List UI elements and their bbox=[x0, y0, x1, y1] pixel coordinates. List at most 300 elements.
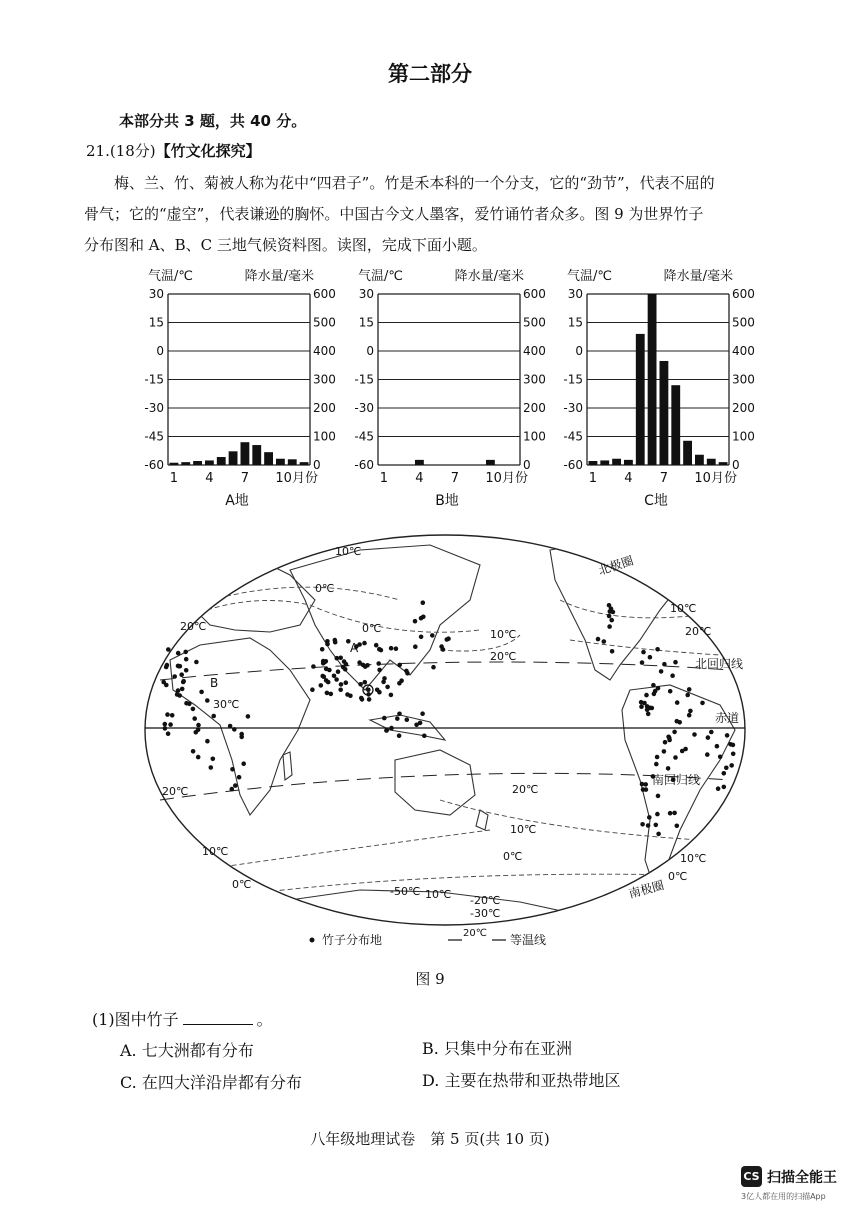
left-axis-title: 气温/℃ bbox=[358, 269, 403, 284]
bamboo-dot bbox=[184, 668, 189, 673]
temp-tick-label: -60 bbox=[563, 458, 583, 472]
bamboo-dot bbox=[237, 775, 242, 780]
bamboo-dot bbox=[394, 646, 399, 651]
bamboo-dot bbox=[358, 682, 363, 687]
bamboo-dot bbox=[205, 698, 210, 703]
option-letter: D. bbox=[422, 1071, 440, 1090]
bamboo-dot bbox=[246, 714, 251, 719]
temp-tick-label: -15 bbox=[563, 372, 583, 387]
bamboo-dot bbox=[687, 713, 692, 718]
bamboo-dot bbox=[211, 714, 216, 719]
bamboo-dot bbox=[344, 662, 349, 667]
bamboo-dot bbox=[725, 733, 730, 738]
precip-bar bbox=[181, 462, 190, 465]
bamboo-dots bbox=[161, 600, 735, 836]
arctic-circle-label: 北极圈 bbox=[596, 553, 636, 578]
tropic-of-cancer-line bbox=[160, 662, 730, 680]
bamboo-dot bbox=[647, 706, 652, 711]
isotherm-label: 10℃ bbox=[490, 628, 517, 641]
antarctic-circle-label: 南极圈 bbox=[627, 878, 666, 901]
figure-caption: 图 9 bbox=[415, 970, 445, 988]
bamboo-dot bbox=[404, 669, 409, 674]
bamboo-dot bbox=[332, 674, 337, 679]
bamboo-dot bbox=[639, 704, 644, 709]
bamboo-dot bbox=[663, 740, 668, 745]
bamboo-dot bbox=[656, 794, 661, 799]
bamboo-dot bbox=[168, 722, 173, 727]
bamboo-dot bbox=[191, 707, 196, 712]
subquestion-stem bbox=[92, 1007, 273, 1030]
bamboo-dot bbox=[648, 655, 653, 660]
precip-bar bbox=[671, 385, 680, 465]
precip-tick-label: 200 bbox=[523, 401, 546, 415]
bamboo-dot bbox=[175, 692, 180, 697]
question-score: (18分) bbox=[109, 142, 156, 160]
bamboo-dot bbox=[384, 728, 389, 733]
bamboo-dot bbox=[641, 787, 646, 792]
isotherm-label: 10℃ bbox=[425, 888, 452, 901]
isotherm-label: 0℃ bbox=[315, 582, 335, 595]
option-letter: A. bbox=[120, 1041, 137, 1060]
temp-tick-label: -30 bbox=[354, 401, 374, 415]
option-d[interactable] bbox=[422, 1068, 620, 1091]
answer-blank[interactable] bbox=[183, 1010, 253, 1025]
bamboo-dot bbox=[379, 648, 384, 653]
option-text: 七大洲都有分布 bbox=[141, 1041, 254, 1060]
temp-tick-label: -45 bbox=[144, 429, 164, 444]
bamboo-dot bbox=[692, 732, 697, 737]
bamboo-dot bbox=[165, 712, 170, 717]
bamboo-dot bbox=[675, 824, 680, 829]
bamboo-dot bbox=[310, 687, 315, 692]
precip-tick-label: 500 bbox=[732, 315, 755, 330]
bamboo-dot bbox=[338, 656, 343, 661]
bamboo-dot bbox=[165, 663, 170, 668]
bamboo-dot bbox=[180, 687, 185, 692]
bamboo-dot bbox=[232, 727, 237, 732]
island-new-zealand bbox=[476, 810, 488, 830]
bamboo-dot bbox=[656, 686, 661, 691]
bamboo-dot bbox=[196, 755, 201, 760]
bamboo-dot bbox=[230, 787, 235, 792]
bamboo-dot bbox=[687, 687, 692, 692]
precip-tick-label: 400 bbox=[313, 344, 336, 358]
bamboo-dot bbox=[596, 637, 601, 642]
bamboo-dot bbox=[366, 688, 371, 693]
precip-tick-label: 100 bbox=[732, 429, 755, 444]
bamboo-dot bbox=[716, 786, 721, 791]
bamboo-dot bbox=[362, 641, 367, 646]
bamboo-dot bbox=[196, 727, 201, 732]
continent-antarctica bbox=[230, 890, 580, 960]
bamboo-dot bbox=[642, 701, 647, 706]
bamboo-dot bbox=[715, 744, 720, 749]
month-tick-label: 10月份 bbox=[485, 471, 528, 486]
bamboo-dot bbox=[662, 662, 667, 667]
island-madagascar bbox=[283, 752, 292, 780]
bamboo-dot bbox=[194, 660, 199, 665]
bamboo-dot bbox=[670, 673, 675, 678]
bamboo-dot bbox=[675, 700, 680, 705]
bamboo-dot bbox=[172, 674, 177, 679]
bamboo-dot bbox=[228, 724, 233, 729]
isotherm-label: 10℃ bbox=[202, 845, 229, 858]
precip-tick-label: 0 bbox=[313, 458, 321, 472]
bamboo-dot bbox=[192, 716, 197, 721]
bamboo-dot bbox=[640, 822, 645, 827]
month-tick-label: 1 bbox=[169, 471, 179, 486]
precip-bar bbox=[205, 460, 214, 465]
question-topic: 【竹文化探究】 bbox=[155, 142, 261, 160]
right-axis-title: 降水量/毫米 bbox=[663, 269, 733, 284]
tropic-cancer-label: 北回归线 bbox=[695, 657, 744, 671]
precip-bar bbox=[589, 461, 598, 465]
precip-bar bbox=[683, 441, 692, 465]
bamboo-dot bbox=[389, 693, 394, 698]
precip-tick-label: 200 bbox=[732, 401, 755, 415]
precip-bar bbox=[600, 460, 609, 465]
subquestion-end: 。 bbox=[256, 1010, 273, 1029]
bamboo-dot bbox=[382, 716, 387, 721]
bamboo-dot bbox=[662, 749, 667, 754]
isotherm-label: 0℃ bbox=[362, 622, 382, 635]
bamboo-dot bbox=[176, 688, 181, 693]
bamboo-dot bbox=[163, 722, 168, 727]
bamboo-dot bbox=[395, 716, 400, 721]
left-axis-title: 气温/℃ bbox=[148, 269, 193, 284]
temp-tick-label: 15 bbox=[148, 315, 164, 330]
precip-bar bbox=[648, 294, 657, 465]
precip-bar bbox=[217, 457, 226, 465]
bamboo-dot bbox=[239, 735, 244, 740]
isotherm-label: 0℃ bbox=[503, 850, 523, 863]
bamboo-dot bbox=[209, 765, 214, 770]
precip-tick-label: 0 bbox=[523, 458, 531, 472]
bamboo-dot bbox=[333, 638, 338, 643]
bamboo-dot bbox=[163, 726, 168, 731]
isotherm-label: 30℃ bbox=[213, 698, 240, 711]
bamboo-dot bbox=[367, 697, 372, 702]
bamboo-dot bbox=[321, 659, 326, 664]
precip-bar bbox=[612, 459, 621, 465]
bamboo-dot bbox=[385, 685, 390, 690]
option-text: 主要在热带和亚热带地区 bbox=[444, 1071, 621, 1090]
bamboo-dot bbox=[731, 752, 736, 757]
bamboo-dot bbox=[397, 733, 402, 738]
bamboo-dot bbox=[334, 677, 339, 682]
temp-tick-label: 15 bbox=[358, 315, 374, 330]
map-legend bbox=[310, 928, 547, 947]
bamboo-dot bbox=[241, 761, 246, 766]
bamboo-dot bbox=[363, 680, 368, 685]
bamboo-dot bbox=[170, 713, 175, 718]
isotherm-label: 0℃ bbox=[668, 870, 688, 883]
isotherm-label: -30℃ bbox=[470, 907, 501, 920]
bamboo-dot bbox=[700, 701, 705, 706]
page-footer: 八年级地理试卷 第 5 页(共 10 页) bbox=[310, 1130, 550, 1148]
scanner-name: 扫描全能王 bbox=[767, 1170, 837, 1186]
precip-tick-label: 500 bbox=[523, 315, 546, 330]
subquestion-label: (1)图中竹子 bbox=[92, 1010, 179, 1029]
precip-tick-label: 300 bbox=[313, 372, 336, 387]
precip-bar bbox=[415, 460, 424, 465]
section-intro: 本部分共 3 题，共 40 分。 bbox=[119, 112, 307, 130]
isotherm-label: 10℃ bbox=[680, 852, 707, 865]
climate-charts-svg bbox=[0, 0, 860, 520]
month-tick-label: 10月份 bbox=[275, 471, 318, 486]
temp-tick-label: 30 bbox=[148, 287, 164, 301]
bamboo-dot bbox=[326, 680, 331, 685]
temp-tick-label: -15 bbox=[144, 372, 164, 387]
bamboo-dot bbox=[421, 600, 426, 605]
left-axis-title: 气温/℃ bbox=[567, 269, 612, 284]
temp-tick-label: 0 bbox=[575, 344, 583, 358]
equator-label: 赤道 bbox=[715, 711, 740, 725]
precip-tick-label: 400 bbox=[523, 344, 546, 358]
paragraph-line: 梅、兰、竹、菊被人称为花中“四君子”。竹是禾本科的一个分支，它的“劲节”，代表不屈的 bbox=[114, 174, 715, 192]
chart-title: C地 bbox=[644, 493, 668, 509]
bamboo-dot bbox=[431, 665, 436, 670]
bamboo-dot bbox=[413, 619, 418, 624]
isotherm-label: 0℃ bbox=[232, 878, 252, 891]
option-letter: C. bbox=[120, 1073, 137, 1092]
bamboo-dot bbox=[363, 664, 368, 669]
bamboo-dot bbox=[656, 832, 661, 837]
bamboo-dot bbox=[374, 643, 379, 648]
isotherm-label: 20℃ bbox=[512, 783, 539, 796]
point-label-a: A bbox=[350, 641, 359, 655]
bamboo-dot bbox=[659, 669, 664, 674]
bamboo-dot bbox=[718, 755, 723, 760]
continent-asia bbox=[290, 545, 480, 690]
month-tick-label: 7 bbox=[659, 471, 669, 486]
continent-australia bbox=[395, 750, 475, 815]
bamboo-dot bbox=[655, 812, 660, 817]
bamboo-dot bbox=[680, 749, 685, 754]
bamboo-dot bbox=[646, 712, 651, 717]
continent-europe bbox=[190, 560, 315, 632]
precip-bar bbox=[707, 459, 716, 465]
precip-bar bbox=[264, 452, 273, 465]
temp-tick-label: -45 bbox=[354, 429, 374, 444]
isotherm-label: 20℃ bbox=[180, 620, 207, 633]
tropic-capricorn-label: 南回归线 bbox=[652, 773, 701, 787]
bamboo-dot bbox=[654, 823, 659, 828]
bamboo-dot bbox=[211, 757, 216, 762]
legend-bamboo-label: 竹子分布地 bbox=[322, 933, 383, 947]
isotherm-label: 20℃ bbox=[162, 785, 189, 798]
precip-bar bbox=[660, 361, 669, 465]
bamboo-dot bbox=[377, 668, 382, 673]
bamboo-dot bbox=[336, 669, 341, 674]
bamboo-dot bbox=[420, 711, 425, 716]
option-a[interactable] bbox=[120, 1038, 254, 1061]
isotherm-label: 10℃ bbox=[335, 545, 362, 558]
isotherm-lines bbox=[170, 587, 720, 895]
precip-tick-label: 100 bbox=[523, 429, 546, 444]
precip-bar bbox=[252, 445, 261, 465]
bamboo-dot bbox=[166, 731, 171, 736]
legend-isotherm-value: 20℃ bbox=[463, 928, 487, 939]
bamboo-dot bbox=[430, 633, 435, 638]
bamboo-dot bbox=[397, 663, 402, 668]
month-tick-label: 1 bbox=[588, 471, 598, 486]
bamboo-dot bbox=[441, 647, 446, 652]
precip-bar bbox=[486, 460, 495, 465]
bamboo-dot bbox=[668, 811, 673, 816]
bamboo-dot bbox=[161, 680, 166, 685]
precip-bar bbox=[170, 463, 179, 465]
isotherm-label: 10℃ bbox=[670, 602, 697, 615]
bamboo-dot bbox=[357, 660, 362, 665]
bamboo-dot bbox=[640, 660, 645, 665]
bamboo-dot bbox=[183, 650, 188, 655]
bamboo-dot bbox=[651, 683, 656, 688]
temp-tick-label: 15 bbox=[567, 315, 583, 330]
bamboo-dot bbox=[397, 681, 402, 686]
bamboo-dot bbox=[344, 680, 349, 685]
precip-bar bbox=[624, 460, 633, 465]
bamboo-dot bbox=[179, 672, 184, 677]
precip-bar bbox=[300, 462, 309, 465]
bamboo-dot bbox=[646, 823, 651, 828]
paragraph-line: 骨气；它的“虚空”，代表谦逊的胸怀。中国古今文人墨客，爱竹诵竹者众多。图 9 为世界竹子 bbox=[84, 205, 704, 223]
bamboo-dot bbox=[705, 752, 710, 757]
bamboo-dot bbox=[196, 723, 201, 728]
bamboo-dot bbox=[685, 693, 690, 698]
option-letter: B. bbox=[422, 1039, 439, 1058]
bamboo-dot bbox=[177, 664, 182, 669]
option-c[interactable] bbox=[120, 1070, 302, 1093]
bamboo-dot bbox=[199, 690, 204, 695]
bamboo-dot bbox=[731, 743, 736, 748]
bamboo-dot bbox=[375, 688, 380, 693]
precip-tick-label: 600 bbox=[732, 287, 755, 301]
month-tick-label: 4 bbox=[205, 471, 214, 486]
world-map-svg bbox=[140, 530, 750, 960]
temp-tick-label: 30 bbox=[358, 287, 374, 301]
bamboo-dot bbox=[422, 734, 427, 739]
climate-charts bbox=[0, 0, 860, 520]
month-tick-label: 4 bbox=[415, 471, 424, 486]
bamboo-dot bbox=[609, 618, 614, 623]
bamboo-dot bbox=[191, 749, 196, 754]
precip-tick-label: 400 bbox=[732, 344, 755, 358]
bamboo-dot bbox=[345, 692, 350, 697]
bamboo-dot bbox=[655, 755, 660, 760]
bamboo-dot bbox=[610, 649, 615, 654]
bamboo-dot bbox=[706, 735, 711, 740]
month-tick-label: 10月份 bbox=[694, 471, 737, 486]
question-number: 21. bbox=[86, 142, 110, 160]
bamboo-dot bbox=[329, 692, 334, 697]
bamboo-dot bbox=[389, 646, 394, 651]
precip-tick-label: 300 bbox=[523, 372, 546, 387]
bamboo-dot bbox=[654, 762, 659, 767]
bamboo-dot bbox=[709, 730, 714, 735]
bamboo-dot bbox=[382, 676, 387, 681]
temp-tick-label: -60 bbox=[144, 458, 164, 472]
precip-bar bbox=[193, 461, 202, 465]
month-tick-label: 7 bbox=[240, 471, 250, 486]
precip-tick-label: 300 bbox=[732, 372, 755, 387]
bamboo-dot bbox=[419, 635, 424, 640]
bamboo-dot bbox=[641, 650, 646, 655]
precip-bar bbox=[695, 455, 704, 465]
precip-bar bbox=[241, 442, 250, 465]
bamboo-dot bbox=[230, 767, 235, 772]
bamboo-dot bbox=[722, 785, 727, 790]
bamboo-dot bbox=[673, 755, 678, 760]
isotherm-label: -50℃ bbox=[390, 885, 421, 898]
precip-bar bbox=[719, 462, 728, 465]
world-bamboo-map bbox=[140, 530, 750, 960]
bamboo-dot bbox=[233, 783, 238, 788]
bamboo-dot bbox=[397, 712, 402, 717]
precip-bar bbox=[229, 451, 238, 465]
temp-tick-label: -15 bbox=[354, 372, 374, 387]
bamboo-dot bbox=[335, 656, 340, 661]
bamboo-dot bbox=[688, 709, 693, 714]
bamboo-dot bbox=[672, 730, 677, 735]
bamboo-dot bbox=[339, 682, 344, 687]
bamboo-dot bbox=[722, 771, 727, 776]
isotherm-label: 20℃ bbox=[685, 625, 712, 638]
precip-tick-label: 600 bbox=[523, 287, 546, 301]
temp-tick-label: 30 bbox=[567, 287, 583, 301]
bamboo-dot bbox=[607, 614, 612, 619]
bamboo-dot bbox=[673, 660, 678, 665]
bamboo-dot bbox=[376, 661, 381, 666]
bamboo-dot bbox=[184, 657, 189, 662]
bamboo-dot bbox=[205, 739, 210, 744]
bamboo-dot bbox=[338, 688, 343, 693]
bamboo-dot bbox=[181, 679, 186, 684]
precip-bar bbox=[288, 459, 297, 465]
bamboo-dot bbox=[724, 766, 729, 771]
legend-dot bbox=[310, 938, 315, 943]
option-b[interactable] bbox=[422, 1036, 572, 1059]
bamboo-dot bbox=[324, 667, 329, 672]
bamboo-dot bbox=[607, 624, 612, 629]
month-tick-label: 4 bbox=[624, 471, 633, 486]
bamboo-dot bbox=[647, 815, 652, 820]
bamboo-dot bbox=[446, 636, 451, 641]
bamboo-dot bbox=[666, 766, 671, 771]
precip-tick-label: 200 bbox=[313, 401, 336, 415]
temp-tick-label: -45 bbox=[563, 429, 583, 444]
bamboo-dot bbox=[176, 651, 181, 656]
isotherm-label: 10℃ bbox=[510, 823, 537, 836]
legend-isotherm-label: 等温线 bbox=[510, 933, 547, 947]
temp-tick-label: -30 bbox=[144, 401, 164, 415]
bamboo-dot bbox=[602, 639, 607, 644]
bamboo-dot bbox=[421, 615, 426, 620]
right-axis-title: 降水量/毫米 bbox=[454, 269, 524, 284]
bamboo-dot bbox=[405, 717, 410, 722]
bamboo-dot bbox=[166, 647, 171, 652]
temp-tick-label: -60 bbox=[354, 458, 374, 472]
scanner-tagline: 3亿人都在用的扫描App bbox=[741, 1192, 826, 1201]
bamboo-dot bbox=[611, 610, 616, 615]
bamboo-dot bbox=[184, 701, 189, 706]
isotherm-label: 20℃ bbox=[490, 650, 517, 663]
bamboo-dot bbox=[360, 697, 365, 702]
chart-title: B地 bbox=[435, 493, 459, 509]
precip-bar bbox=[276, 459, 285, 465]
temp-tick-label: 0 bbox=[156, 344, 164, 358]
month-tick-label: 1 bbox=[379, 471, 389, 486]
